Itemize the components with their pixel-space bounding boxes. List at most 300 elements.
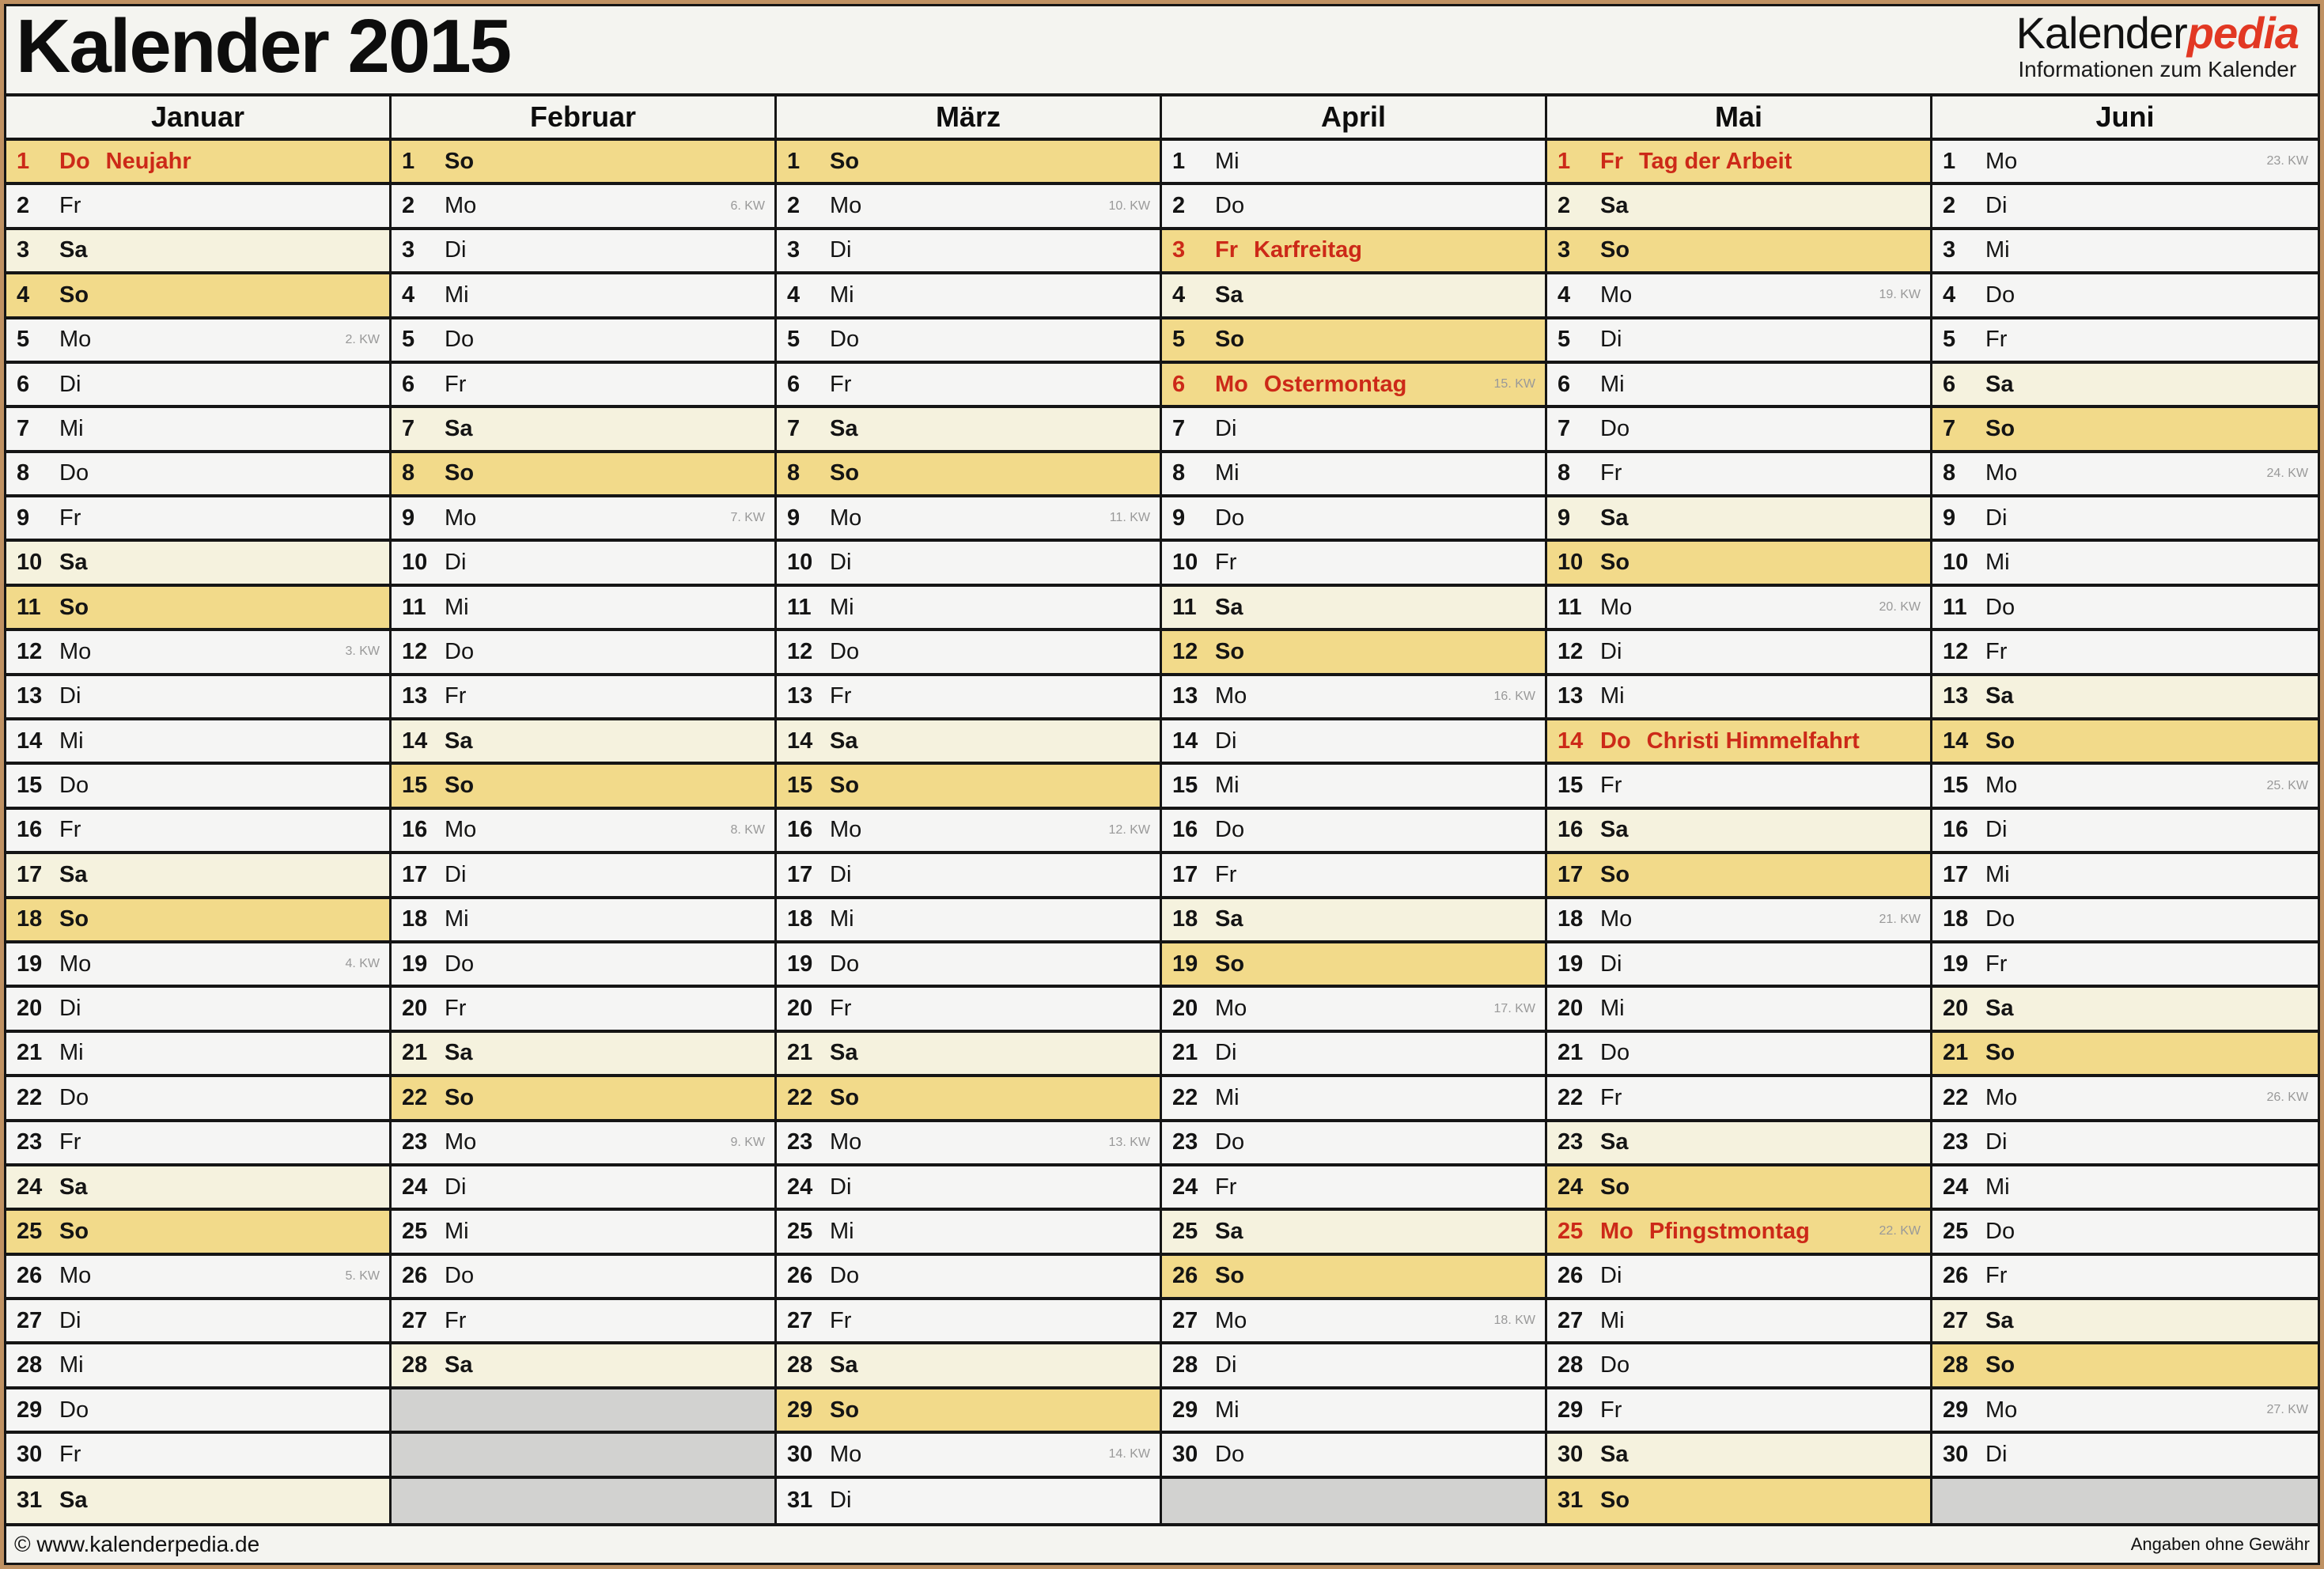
weekday-label: So xyxy=(445,460,475,486)
day-number: 3 xyxy=(17,237,30,263)
day-row xyxy=(1547,141,1930,185)
day-row xyxy=(1162,720,1545,765)
day-number: 8 xyxy=(787,460,801,486)
weekday-label: Sa xyxy=(445,1352,473,1378)
weekday-label: Do xyxy=(1985,282,2016,308)
day-row xyxy=(1547,1122,1930,1166)
weekday-label: Di xyxy=(1600,327,1622,353)
weekday-label: Fr xyxy=(1600,773,1622,799)
day-number: 31 xyxy=(17,1488,43,1514)
day-row xyxy=(1162,1389,1545,1434)
weekday-label: Do xyxy=(445,327,475,353)
day-row xyxy=(1547,1256,1930,1300)
day-row xyxy=(392,988,774,1032)
day-row xyxy=(1932,1122,2318,1166)
day-number: 17 xyxy=(402,861,428,887)
weekday-label: Di xyxy=(1215,728,1237,754)
day-row xyxy=(392,1122,774,1166)
day-row xyxy=(6,854,389,898)
calendar-week-label: 22. KW xyxy=(1879,1224,1921,1238)
weekday-label: Mi xyxy=(59,1040,84,1066)
day-number: 10 xyxy=(402,550,428,576)
weekday-label: Mi xyxy=(445,1218,469,1244)
day-row xyxy=(1932,1077,2318,1121)
day-number: 15 xyxy=(1943,773,1969,799)
day-row xyxy=(6,765,389,809)
day-row xyxy=(6,676,389,720)
day-number: 19 xyxy=(402,951,428,977)
day-row xyxy=(1162,1256,1545,1300)
day-row xyxy=(1162,453,1545,497)
weekday-label: Do xyxy=(445,1263,475,1289)
day-row xyxy=(777,1256,1160,1300)
holiday-label: Tag der Arbeit xyxy=(1639,148,1792,174)
weekday-label: Mo xyxy=(830,1441,862,1467)
day-row xyxy=(1162,230,1545,274)
day-number: 14 xyxy=(787,728,813,754)
day-row xyxy=(1162,631,1545,675)
day-number: 17 xyxy=(1558,861,1584,887)
day-number: 18 xyxy=(402,906,428,932)
day-row xyxy=(1932,230,2318,274)
day-row xyxy=(1162,1300,1545,1344)
day-row xyxy=(1932,141,2318,185)
day-number: 14 xyxy=(1172,728,1198,754)
day-number: 30 xyxy=(1172,1441,1198,1467)
day-row xyxy=(777,274,1160,319)
day-number: 17 xyxy=(1172,861,1198,887)
weekday-label: Sa xyxy=(830,416,858,441)
day-number: 26 xyxy=(402,1263,428,1289)
weekday-label: So xyxy=(1215,951,1245,977)
day-number: 5 xyxy=(787,327,801,353)
day-number: 1 xyxy=(402,148,415,174)
day-row xyxy=(1547,765,1930,809)
day-row xyxy=(1932,1389,2318,1434)
weekday-label: Fr xyxy=(59,1441,81,1467)
weekday-label: Mo xyxy=(59,951,92,977)
day-number: 12 xyxy=(1172,638,1198,664)
weekday-label: Do xyxy=(59,1084,89,1110)
weekday-label: So xyxy=(830,1397,860,1423)
empty-day-cell xyxy=(392,1479,774,1523)
weekday-label: Mo xyxy=(1985,773,2018,799)
weekday-label: So xyxy=(830,773,860,799)
weekday-label: Do xyxy=(445,638,475,664)
month-header: Juni xyxy=(1932,96,2318,141)
day-number: 5 xyxy=(1943,327,1956,353)
weekday-label: So xyxy=(830,1084,860,1110)
weekday-label: Mo xyxy=(1215,683,1247,709)
day-row xyxy=(777,765,1160,809)
calendar-week-label: 9. KW xyxy=(730,1135,765,1149)
day-number: 26 xyxy=(1172,1263,1198,1289)
day-row xyxy=(1547,1077,1930,1121)
day-number: 8 xyxy=(1558,460,1571,486)
day-row xyxy=(1547,319,1930,364)
weekday-label: Di xyxy=(830,861,852,887)
weekday-label: So xyxy=(1600,861,1630,887)
month-column-4 xyxy=(1162,96,1547,1523)
day-row xyxy=(6,542,389,586)
day-number: 10 xyxy=(787,550,813,576)
day-row xyxy=(392,364,774,408)
weekday-label: Mo xyxy=(1985,460,2018,486)
day-number: 7 xyxy=(1172,416,1186,441)
day-row xyxy=(6,141,389,185)
weekday-label: Mo xyxy=(830,1129,862,1155)
weekday-label: Di xyxy=(1600,638,1622,664)
day-row xyxy=(777,720,1160,765)
weekday-label: Di xyxy=(830,550,852,576)
weekday-label: Sa xyxy=(1600,1441,1629,1467)
day-row xyxy=(1547,587,1930,631)
calendar-week-label: 24. KW xyxy=(2266,466,2308,480)
weekday-label: Mo xyxy=(830,505,862,531)
day-row xyxy=(392,587,774,631)
day-row xyxy=(1932,497,2318,542)
day-number: 13 xyxy=(1943,683,1969,709)
day-row xyxy=(392,810,774,854)
weekday-label: Mo xyxy=(1215,1307,1247,1333)
day-row xyxy=(777,319,1160,364)
weekday-label: Sa xyxy=(830,1352,858,1378)
holiday-label: Pfingstmontag xyxy=(1648,1218,1810,1244)
day-number: 19 xyxy=(17,951,43,977)
day-number: 28 xyxy=(787,1352,813,1378)
day-row xyxy=(1162,810,1545,854)
day-row xyxy=(1162,676,1545,720)
day-row xyxy=(1547,408,1930,452)
weekday-label: Sa xyxy=(1600,1129,1629,1155)
weekday-label: Do xyxy=(1215,1129,1245,1155)
day-number: 15 xyxy=(402,773,428,799)
day-number: 12 xyxy=(1943,638,1969,664)
day-number: 27 xyxy=(17,1307,43,1333)
day-row xyxy=(6,230,389,274)
weekday-label: So xyxy=(830,148,860,174)
day-number: 23 xyxy=(402,1129,428,1155)
day-number: 28 xyxy=(402,1352,428,1378)
day-number: 19 xyxy=(1558,951,1584,977)
day-row xyxy=(392,899,774,943)
day-row xyxy=(1932,631,2318,675)
day-row xyxy=(1547,497,1930,542)
weekday-label: Fr xyxy=(1985,951,2008,977)
day-number: 25 xyxy=(402,1218,428,1244)
weekday-label: Sa xyxy=(1215,594,1243,620)
weekday-label: Do xyxy=(1985,594,2016,620)
weekday-label: So xyxy=(1600,1488,1630,1514)
weekday-label: Fr xyxy=(59,193,81,219)
day-row xyxy=(1932,408,2318,452)
day-row xyxy=(392,185,774,229)
weekday-label: Mi xyxy=(1215,148,1240,174)
weekday-label: Mo xyxy=(1215,371,1248,397)
day-number: 3 xyxy=(402,237,415,263)
day-row xyxy=(6,587,389,631)
day-number: 21 xyxy=(1172,1040,1198,1066)
day-number: 11 xyxy=(1172,594,1197,620)
day-row xyxy=(1547,542,1930,586)
weekday-label: Di xyxy=(830,1488,852,1514)
weekday-label: Sa xyxy=(59,1488,88,1514)
day-row xyxy=(1162,1344,1545,1389)
weekday-label: Di xyxy=(830,237,852,263)
day-number: 10 xyxy=(17,550,43,576)
holiday-label: Ostermontag xyxy=(1263,371,1407,397)
day-number: 27 xyxy=(402,1307,428,1333)
day-number: 27 xyxy=(787,1307,813,1333)
day-number: 1 xyxy=(787,148,801,174)
month-column-6 xyxy=(1932,96,2318,1523)
empty-day-cell xyxy=(392,1434,774,1478)
day-row xyxy=(777,1077,1160,1121)
day-number: 9 xyxy=(787,505,801,531)
weekday-label: Mi xyxy=(445,594,469,620)
weekday-label: So xyxy=(1215,638,1245,664)
day-number: 16 xyxy=(1558,817,1584,843)
weekday-label: Di xyxy=(1985,1441,2008,1467)
day-row xyxy=(6,364,389,408)
day-number: 25 xyxy=(1943,1218,1969,1244)
day-number: 2 xyxy=(1558,193,1571,219)
day-row xyxy=(777,453,1160,497)
day-number: 4 xyxy=(1943,282,1956,308)
day-row xyxy=(392,230,774,274)
day-number: 25 xyxy=(1172,1218,1198,1244)
weekday-label: Fr xyxy=(59,817,81,843)
day-number: 5 xyxy=(17,327,30,353)
day-row xyxy=(6,319,389,364)
day-row xyxy=(6,497,389,542)
weekday-label: Fr xyxy=(1985,1263,2008,1289)
weekday-label: Fr xyxy=(830,683,852,709)
day-row xyxy=(1932,364,2318,408)
weekday-label: Di xyxy=(1985,817,2008,843)
day-number: 25 xyxy=(17,1218,43,1244)
weekday-label: Mi xyxy=(445,906,469,932)
day-row xyxy=(1547,185,1930,229)
weekday-label: Mi xyxy=(830,906,854,932)
day-row xyxy=(1547,988,1930,1032)
calendar-week-label: 27. KW xyxy=(2266,1403,2308,1417)
day-row xyxy=(1547,943,1930,988)
day-row xyxy=(392,141,774,185)
day-number: 3 xyxy=(787,237,801,263)
day-number: 28 xyxy=(1943,1352,1969,1378)
day-number: 21 xyxy=(1558,1040,1584,1066)
weekday-label: Mi xyxy=(830,594,854,620)
weekday-label: Mi xyxy=(1215,1084,1240,1110)
weekday-label: Di xyxy=(59,1307,81,1333)
day-number: 3 xyxy=(1558,237,1571,263)
day-number: 19 xyxy=(1943,951,1969,977)
day-number: 29 xyxy=(787,1397,813,1423)
weekday-label: Mo xyxy=(445,505,477,531)
day-number: 21 xyxy=(402,1040,428,1066)
day-number: 12 xyxy=(1558,638,1584,664)
day-number: 13 xyxy=(402,683,428,709)
weekday-label: Mo xyxy=(445,1129,477,1155)
weekday-label: Di xyxy=(1600,1263,1622,1289)
day-number: 17 xyxy=(17,861,43,887)
day-row xyxy=(6,631,389,675)
weekday-label: Do xyxy=(1215,505,1245,531)
day-number: 21 xyxy=(17,1040,43,1066)
weekday-label: So xyxy=(1215,1263,1245,1289)
day-number: 22 xyxy=(402,1084,428,1110)
day-row xyxy=(6,943,389,988)
day-number: 6 xyxy=(1943,371,1956,397)
day-number: 26 xyxy=(1943,1263,1969,1289)
day-row xyxy=(1162,1434,1545,1478)
weekday-label: Fr xyxy=(445,683,467,709)
day-row xyxy=(1932,587,2318,631)
calendar-week-label: 16. KW xyxy=(1493,689,1535,703)
weekday-label: Mo xyxy=(445,193,477,219)
day-number: 18 xyxy=(17,906,43,932)
day-number: 9 xyxy=(17,505,30,531)
day-number: 13 xyxy=(787,683,813,709)
weekday-label: Di xyxy=(59,996,81,1022)
day-row xyxy=(777,497,1160,542)
day-row xyxy=(392,1211,774,1255)
calendar-week-label: 11. KW xyxy=(1109,511,1150,525)
day-number: 27 xyxy=(1943,1307,1969,1333)
weekday-label: Do xyxy=(830,1263,860,1289)
day-number: 15 xyxy=(1172,773,1198,799)
day-row xyxy=(1932,274,2318,319)
day-row xyxy=(6,453,389,497)
day-number: 10 xyxy=(1172,550,1198,576)
day-row xyxy=(6,1344,389,1389)
weekday-label: Mi xyxy=(1600,683,1625,709)
day-number: 26 xyxy=(1558,1263,1584,1289)
day-row xyxy=(6,810,389,854)
weekday-label: So xyxy=(1600,1174,1630,1200)
day-number: 14 xyxy=(1943,728,1969,754)
day-row xyxy=(392,1166,774,1211)
day-number: 27 xyxy=(1558,1307,1584,1333)
weekday-label: Mo xyxy=(445,817,477,843)
weekday-label: Do xyxy=(830,951,860,977)
weekday-label: Fr xyxy=(1600,460,1622,486)
day-row xyxy=(6,1479,389,1523)
day-row xyxy=(1162,1122,1545,1166)
weekday-label: Do xyxy=(1215,193,1245,219)
day-number: 10 xyxy=(1943,550,1969,576)
day-number: 12 xyxy=(402,638,428,664)
empty-day-cell xyxy=(1162,1479,1545,1523)
day-row xyxy=(777,185,1160,229)
weekday-label: Do xyxy=(1600,728,1631,754)
weekday-label: Do xyxy=(1215,1441,1245,1467)
day-row xyxy=(6,408,389,452)
day-row xyxy=(1162,765,1545,809)
day-number: 24 xyxy=(1172,1174,1198,1200)
day-row xyxy=(777,1211,1160,1255)
weekday-label: Do xyxy=(59,148,90,174)
day-number: 15 xyxy=(17,773,43,799)
day-number: 31 xyxy=(787,1488,813,1514)
day-number: 8 xyxy=(402,460,415,486)
day-number: 18 xyxy=(1558,906,1584,932)
weekday-label: Mi xyxy=(830,1218,854,1244)
day-number: 11 xyxy=(402,594,426,620)
day-row xyxy=(1162,497,1545,542)
day-number: 22 xyxy=(17,1084,43,1110)
day-row xyxy=(1547,720,1930,765)
day-row xyxy=(6,1077,389,1121)
day-number: 5 xyxy=(402,327,415,353)
day-number: 28 xyxy=(1172,1352,1198,1378)
weekday-label: Mo xyxy=(1600,1218,1633,1244)
logo-wordmark xyxy=(2016,8,2299,58)
weekday-label: Mi xyxy=(1985,550,2010,576)
weekday-label: Di xyxy=(1985,505,2008,531)
day-row xyxy=(1162,943,1545,988)
day-row xyxy=(1932,1344,2318,1389)
day-number: 6 xyxy=(1172,371,1186,397)
day-number: 4 xyxy=(787,282,801,308)
footer-disclaimer: Angaben ohne Gewähr xyxy=(2130,1534,2310,1554)
day-row xyxy=(1932,810,2318,854)
weekday-label: Mo xyxy=(59,1263,92,1289)
weekday-label: Mi xyxy=(1600,996,1625,1022)
weekday-label: Sa xyxy=(445,416,473,441)
day-number: 9 xyxy=(1172,505,1186,531)
day-row xyxy=(6,988,389,1032)
day-row xyxy=(1162,899,1545,943)
day-number: 20 xyxy=(1943,996,1969,1022)
day-number: 5 xyxy=(1172,327,1186,353)
weekday-label: Di xyxy=(445,237,467,263)
calendar-week-label: 14. KW xyxy=(1108,1447,1150,1461)
day-row xyxy=(1162,364,1545,408)
day-row xyxy=(392,1300,774,1344)
calendar-week-label: 4. KW xyxy=(345,957,380,971)
day-number: 3 xyxy=(1172,237,1186,263)
weekday-label: Do xyxy=(1985,1218,2016,1244)
weekday-label: Do xyxy=(59,1397,89,1423)
day-row xyxy=(392,854,774,898)
day-number: 6 xyxy=(17,371,30,397)
day-number: 17 xyxy=(787,861,813,887)
holiday-label: Neujahr xyxy=(105,148,191,174)
day-number: 20 xyxy=(1558,996,1584,1022)
day-row xyxy=(1932,1166,2318,1211)
day-number: 20 xyxy=(402,996,428,1022)
day-number: 30 xyxy=(1943,1441,1969,1467)
day-row xyxy=(777,230,1160,274)
day-number: 5 xyxy=(1558,327,1571,353)
day-number: 1 xyxy=(1172,148,1186,174)
day-number: 26 xyxy=(17,1263,43,1289)
day-row xyxy=(777,1300,1160,1344)
weekday-label: Di xyxy=(1985,1129,2008,1155)
day-row xyxy=(1547,364,1930,408)
day-row xyxy=(1547,453,1930,497)
day-row xyxy=(6,1033,389,1077)
day-row xyxy=(1547,631,1930,675)
calendar-week-label: 23. KW xyxy=(2266,154,2308,168)
day-number: 6 xyxy=(1558,371,1571,397)
weekday-label: Do xyxy=(1600,1040,1630,1066)
day-number: 18 xyxy=(787,906,813,932)
day-row xyxy=(6,1389,389,1434)
day-number: 29 xyxy=(1943,1397,1969,1423)
